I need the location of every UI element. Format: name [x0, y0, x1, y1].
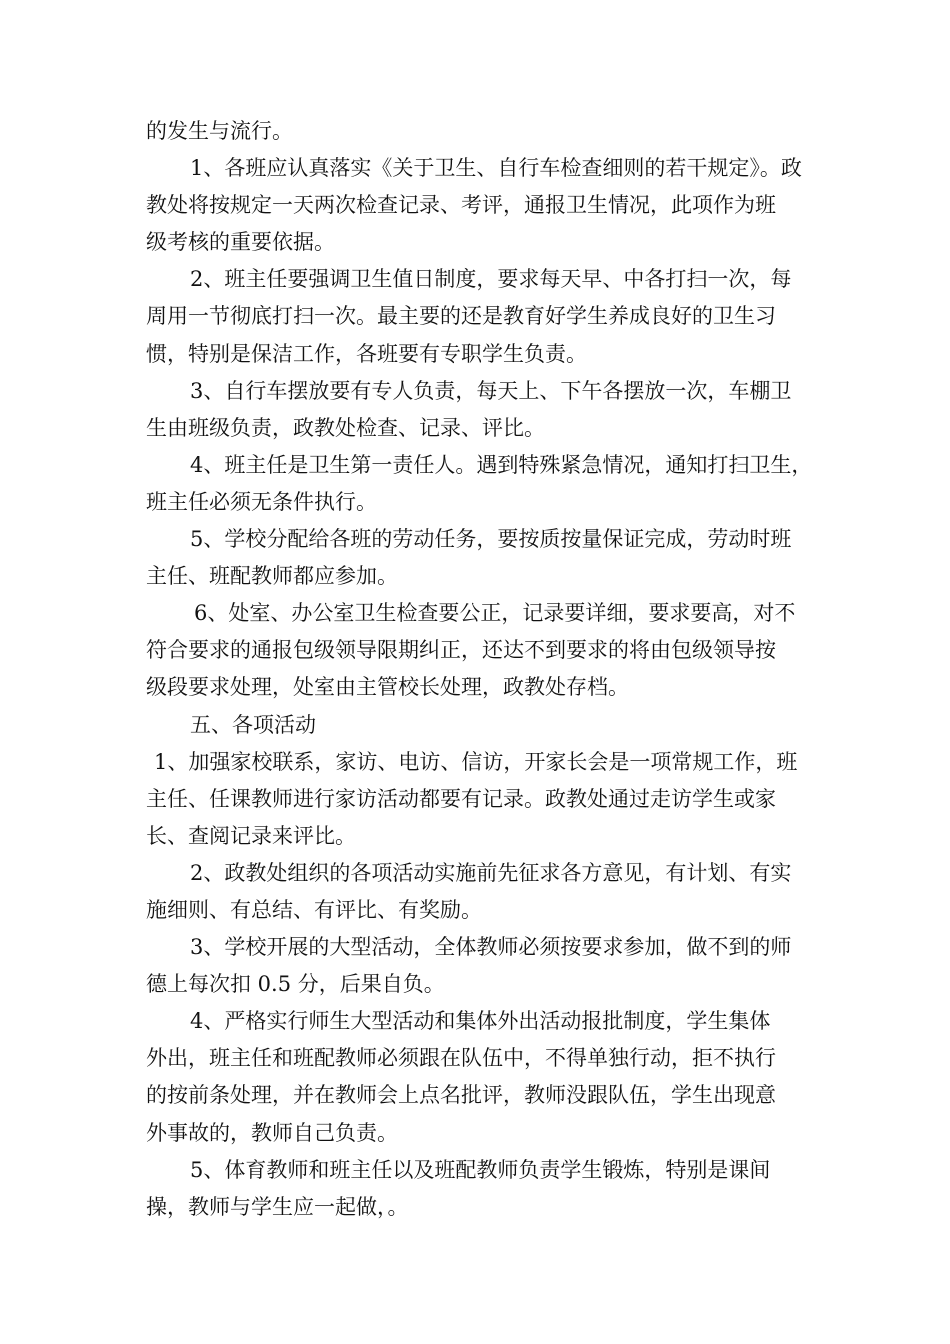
paragraph-line: 主任、班配教师都应参加。: [146, 564, 398, 589]
paragraph-line: 4、严格实行师生大型活动和集体外出活动报批制度，学生集体: [190, 1009, 771, 1034]
paragraph-line: 班主任必须无条件执行。: [146, 489, 377, 514]
paragraph-line: 5、体育教师和班主任以及班配教师负责学生锻炼，特别是课间: [190, 1157, 771, 1182]
paragraph-line: 6、处室、办公室卫生检查要公正，记录要详细，要求要高，对不: [194, 601, 796, 626]
paragraph-line: 3、自行车摆放要有专人负责，每天上、下午各摆放一次，车棚卫: [190, 378, 792, 403]
paragraph-line: 级段要求处理，处室由主管校长处理，政教处存档。: [146, 675, 629, 700]
paragraph-line: 4、班主任是卫生第一责任人。遇到特殊紧急情况，通知打扫卫生，: [190, 452, 813, 477]
paragraph-line: 施细则、有总结、有评比、有奖励。: [146, 897, 482, 922]
paragraph-line: 主任、任课教师进行家访活动都要有记录。政教处通过走访学生或家: [146, 786, 776, 811]
paragraph-line: 的发生与流行。: [146, 119, 293, 143]
paragraph-line: 2、班主任要强调卫生值日制度，要求每天早、中各打扫一次，每: [190, 267, 792, 292]
paragraph-line: 德上每次扣 0.5 分，后果自负。: [146, 972, 445, 997]
paragraph-line: 周用一节彻底打扫一次。最主要的还是教育好学生养成良好的卫生习: [146, 304, 776, 329]
paragraph-line: 符合要求的通报包级领导限期纠正，还达不到要求的将由包级领导按: [146, 638, 776, 663]
paragraph-line: 外出，班主任和班配教师必须跟在队伍中，不得单独行动，拒不执行: [146, 1046, 776, 1071]
paragraph-line: 操，教师与学生应一起做，。: [146, 1194, 409, 1219]
paragraph-line: 2、政教处组织的各项活动实施前先征求各方意见，有计划、有实: [190, 860, 792, 885]
paragraph-line: 3、学校开展的大型活动，全体教师必须按要求参加，做不到的师: [190, 935, 792, 960]
paragraph-line: 惯，特别是保洁工作，各班要有专职学生负责。: [146, 341, 587, 366]
paragraph-line: 生由班级负责，政教处检查、记录、评比。: [146, 415, 545, 440]
paragraph-line: 1、加强家校联系，家访、电访、信访，开家长会是一项常规工作，班: [154, 749, 798, 774]
section-heading: 五、各项活动: [190, 712, 316, 737]
paragraph-line: 长、查阅记录来评比。: [146, 823, 356, 848]
paragraph-line: 的按前条处理，并在教师会上点名批评，教师没跟队伍，学生出现意: [146, 1083, 776, 1108]
paragraph-line: 外事故的，教师自己负责。: [146, 1120, 398, 1145]
document-body: [146, 113, 813, 1226]
paragraph-line: 级考核的重要依据。: [146, 230, 335, 255]
paragraph-line: 教处将按规定一天两次检查记录、考评，通报卫生情况，此项作为班: [146, 193, 776, 218]
paragraph-line: 1、各班应认真落实《关于卫生、自行车检查细则的若干规定》。政: [190, 156, 802, 181]
paragraph-line: 5、学校分配给各班的劳动任务，要按质按量保证完成，劳动时班: [190, 527, 792, 552]
